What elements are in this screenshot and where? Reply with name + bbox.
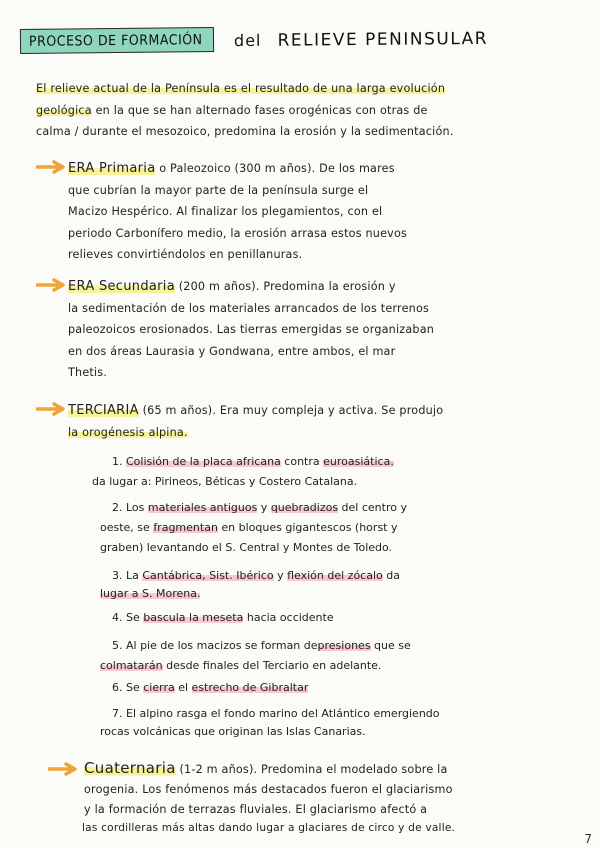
title-main: RELIEVE PENINSULAR <box>277 28 488 51</box>
list-item: 2. Los materiales antiguos y quebradizos del centro y <box>112 501 407 514</box>
title-box: PROCESO DE FORMACIÓN <box>20 26 214 53</box>
list-item-cont: graben) levantando el S. Central y Montes de Toledo. <box>100 541 393 554</box>
secundaria-title: ERA Secundaria <box>68 279 175 294</box>
terciaria-paragraph: TERCIARIA (65 m años). Era muy compleja y activa. Se produjo la orogénesis alpina. <box>68 403 444 439</box>
list-item-cont: da lugar a: Pirineos, Béticas y Costero Catalana. <box>92 475 358 488</box>
primaria-title: ERA Primaria <box>68 161 156 176</box>
terciaria-title: TERCIARIA <box>68 403 139 418</box>
intro-line-2: geológica en la que se han alternado fases orogénicas con otras de <box>36 103 428 117</box>
list-item: 6. Se cierra el estrecho de Gibraltar <box>112 681 309 694</box>
page-title <box>20 22 488 58</box>
cuaternaria-line-2: orogenia. Los fenómenos más destacados fueron el glaciarismo <box>84 783 453 796</box>
list-item: 7. El alpino rasga el fondo marino del Atlántico emergiendo <box>112 707 440 720</box>
intro-paragraph <box>36 78 576 143</box>
list-item-cont: lugar a S. Morena. <box>100 587 201 600</box>
page-number: 7 <box>584 832 592 846</box>
arrow-icon <box>48 762 78 776</box>
arrow-icon <box>36 160 66 174</box>
cuaternaria-title: Cuaternaria <box>84 759 176 777</box>
arrow-icon <box>36 402 66 416</box>
list-item: 5. Al pie de los macizos se forman depresiones que se <box>112 639 411 652</box>
secundaria-paragraph: ERA Secundaria (200 m años). Predomina la erosión y la sedimentación de los materiales arrancados de los terrenos paleozoicos erosionados. Las tierras emergidas se organizaban en dos áreas Laurasia y Gondwana, entre ambos, el mar Thetis. <box>68 279 435 379</box>
arrow-icon <box>36 278 66 292</box>
title-del: del <box>233 30 262 51</box>
list-item-cont: rocas volcánicas que originan las Islas Canarias. <box>100 725 366 738</box>
list-item: 3. La Cantábrica, Sist. Ibérico y flexión del zócalo da <box>112 569 400 582</box>
cuaternaria-line-3: y la formación de terrazas fluviales. El glaciarismo afectó a <box>84 803 428 816</box>
list-item: 4. Se bascula la meseta hacia occidente <box>112 611 334 624</box>
cuaternaria-line-4: las cordilleras más altas dando lugar a glaciares de circo y de valle. <box>82 822 456 834</box>
intro-line-1: El relieve actual de la Península es el resultado de una larga evolución <box>36 82 446 95</box>
title-rest <box>233 29 487 51</box>
list-item-cont: oeste, se fragmentan en bloques gigantescos (horst y <box>100 521 398 534</box>
primaria-paragraph: ERA Primaria o Paleozoico (300 m años). De los mares que cubrían la mayor parte de la península surge el Macizo Hespérico. Al finalizar los plegamientos, con el periodo Carbonífero medio, la erosión arrasa estos nuevos relieves convirtiéndolos en penillanuras. <box>68 161 408 261</box>
intro-line-3: calma / durante el mesozoico, predomina la erosión y la sedimentación. <box>36 125 454 138</box>
cuaternaria-paragraph: Cuaternaria (1-2 m años). Predomina el modelado sobre la <box>84 759 448 777</box>
list-item-cont: colmatarán desde finales del Terciario en adelante. <box>100 659 382 672</box>
list-item: 1. Colisión de la placa africana contra euroasiática. <box>112 455 394 468</box>
